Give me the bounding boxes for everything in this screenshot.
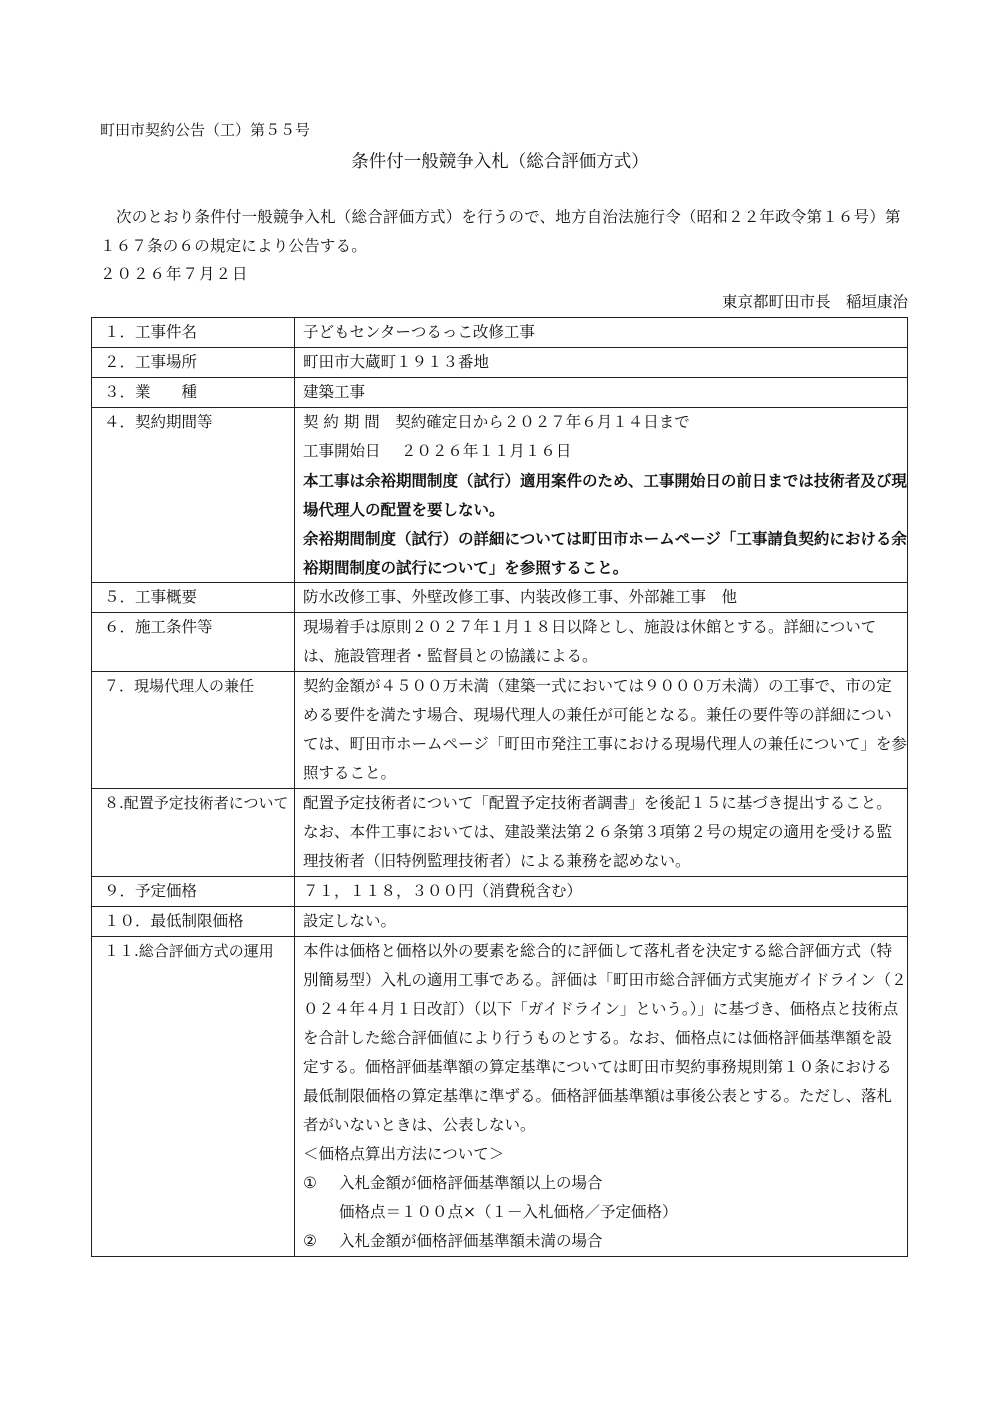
table-row [92,378,908,408]
row-label: １１.総合評価方式の運用 [92,937,295,1257]
row-label: １０．最低制限価格 [92,907,295,937]
table-row [92,583,908,613]
row-value: 建築工事 [295,378,908,408]
row-label: ５．工事概要 [92,583,295,613]
doc-number: 町田市契約公告（工）第５５号 [100,121,311,139]
table-row [92,613,908,672]
row-value: 町田市大蔵町１９１３番地 [295,348,908,378]
row-label: １．工事件名 [92,318,295,348]
price-score-item [303,1227,907,1256]
item-text: 入札金額が価格評価基準額以上の場合 [339,1174,603,1192]
row-label: ７．現場代理人の兼任 [92,672,295,789]
row-value [295,937,908,1257]
row-label: ６．施工条件等 [92,613,295,672]
table-row [92,907,908,937]
table-row [92,789,908,877]
table-row [92,672,908,789]
row-value: 契約金額が４５００万未満（建築一式においては９０００万未満）の工事で、市の定める要件を満たす場合、現場代理人の兼任が可能となる。兼任の要件等の詳細については、町田市ホームページ「町田市発注工事における現場代理人の兼任について」を参照すること。 [295,672,908,789]
item-mark: ② [303,1232,317,1250]
row-value [295,408,908,583]
price-score-heading: ＜価格点算出方法について＞ [303,1145,505,1163]
table-row [92,937,908,1257]
row-label: ２．工事場所 [92,348,295,378]
engineer-note: 配置予定技術者について「配置予定技術者調書」を後記１５に基づき提出すること。 [303,794,892,812]
start-date: 工事開始日 ２０２６年１１月１６日 [303,442,572,460]
grace-period-detail: 余裕期間制度（試行）の詳細については町田市ホームページ「工事請負契約における余裕期間制度の試行について」を参照すること。 [303,529,907,577]
row-value [295,789,908,877]
table-row [92,318,908,348]
row-label: ９．予定価格 [92,877,295,907]
intro-paragraph: 次のとおり条件付一般競争入札（総合評価方式）を行うので、地方自治法施行令（昭和２２年政令第１６号）第１６７条の６の規定により公告する。 [100,208,901,255]
item-text: 入札金額が価格評価基準額未満の場合 [339,1232,603,1250]
row-label: ４．契約期間等 [92,408,295,583]
issuer: 東京都町田市長 稲垣康治 [721,293,908,311]
row-value: 設定しない。 [295,907,908,937]
contract-period: 契 約 期 間 契約確定日から２０２７年６月１４日まで [303,413,690,431]
notice-table [91,317,908,1257]
engineer-restriction: なお、本件工事においては、建設業法第２６条第３項第２号の規定の適用を受ける監理技術者（旧特例監理技術者）による兼務を認めない。 [303,823,893,870]
doc-date: ２０２６年７月２日 [100,265,249,283]
row-label: ８.配置予定技術者について [92,789,295,877]
row-value: ７１，１１８，３００円（消費税含む） [295,877,908,907]
table-row [92,348,908,378]
row-label: ３．業 種 [92,378,295,408]
row-value: 現場着手は原則２０２７年１月１８日以降とし、施設は休館とする。詳細については、施設管理者・監督員との協議による。 [295,613,908,672]
price-score-item [303,1169,907,1198]
price-score-formula: 価格点＝１００点×（１－入札価格／予定価格） [339,1203,678,1221]
row-value: 子どもセンターつるっこ改修工事 [295,318,908,348]
table-row [92,877,908,907]
table-row [92,408,908,583]
item-mark: ① [303,1174,317,1192]
doc-title: 条件付一般競争入札（総合評価方式） [351,152,649,172]
row-value: 防水改修工事、外壁改修工事、内装改修工事、外部雑工事 他 [295,583,908,613]
evaluation-description: 本件は価格と価格以外の要素を総合的に評価して落札者を決定する総合評価方式（特別簡易型）入札の適用工事である。評価は「町田市総合評価方式実施ガイドライン（２０２４年４月１日改訂）（以下「ガイドライン」という。）」に基づき、価格点と技術点を合計した総合評価値により行うものとする。なお、価格点には価格評価基準額を設定する。価格評価基準額の算定基準については町田市契約事務規則第１０条における最低制限価格の算定基準に準ずる。価格評価基準額は事後公表とする。ただし、落札者がいないときは、公表しない。 [303,942,907,1134]
grace-period-note: 本工事は余裕期間制度（試行）適用案件のため、工事開始日の前日までは技術者及び現場代理人の配置を要しない。 [303,471,907,519]
